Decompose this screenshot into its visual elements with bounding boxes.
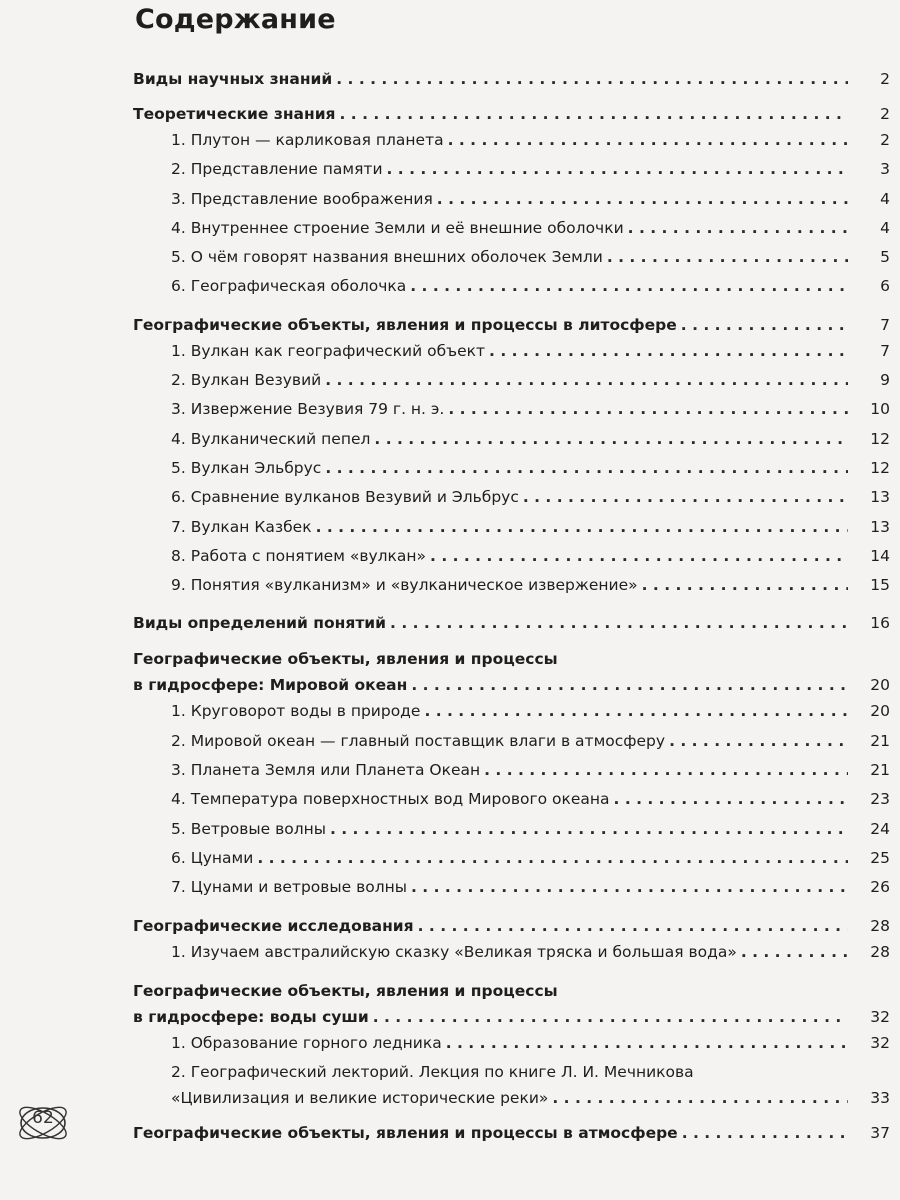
toc-entry-title: Географические исследования: [133, 916, 414, 935]
toc-item[interactable]: [133, 186, 890, 215]
toc-entry-title: 6. Сравнение вулканов Везувий и Эльбрус: [171, 488, 519, 507]
toc-section[interactable]: [133, 101, 890, 127]
toc-item[interactable]: [133, 127, 890, 156]
toc-item[interactable]: [133, 1059, 890, 1111]
toc-entry-title: 4. Вулканический пепел: [171, 429, 371, 448]
toc-page-number: 10: [870, 400, 890, 419]
dot-leader: [628, 215, 848, 241]
toc-entry-title: 2. Представление памяти: [171, 160, 383, 179]
toc-section[interactable]: [133, 66, 890, 92]
dot-leader: [681, 312, 848, 338]
toc-page-number: 2: [880, 105, 890, 123]
toc-entry-title: Виды определений понятий: [133, 614, 387, 633]
toc-page-number: 21: [870, 731, 890, 750]
toc-entry-title: 5. Ветровые волны: [171, 819, 326, 838]
toc-entry-title: 5. Вулкан Эльбрус: [171, 458, 322, 477]
toc-entry-title: 1. Круговорот воды в природе: [171, 702, 421, 721]
toc-item[interactable]: [133, 396, 890, 425]
dot-leader: [340, 101, 848, 127]
dot-leader: [373, 1004, 848, 1030]
toc-page-number: 24: [870, 819, 890, 838]
toc-item[interactable]: [133, 874, 890, 903]
dot-leader: [411, 874, 848, 900]
toc-item[interactable]: [133, 939, 890, 968]
toc-page-number: 14: [870, 546, 890, 565]
toc-entry-title: 3. Извержение Везувия 79 г. н. э.: [171, 400, 445, 419]
dot-leader: [410, 273, 848, 299]
toc-section[interactable]: [133, 1120, 890, 1146]
toc-item[interactable]: [133, 215, 890, 244]
toc-item[interactable]: [133, 426, 890, 455]
toc-item[interactable]: [133, 1030, 890, 1059]
toc-page-number: 26: [870, 878, 890, 897]
toc-item[interactable]: [133, 845, 890, 874]
dot-leader: [374, 426, 848, 452]
toc-page-number: 28: [870, 916, 890, 935]
toc-item[interactable]: [133, 786, 890, 815]
toc-page-number: 20: [870, 702, 890, 721]
toc-page-number: 32: [870, 1033, 890, 1052]
dot-leader: [257, 845, 848, 871]
toc-section[interactable]: [133, 978, 890, 1030]
toc-page-number: 13: [870, 488, 890, 507]
toc-entry-title: 1. Плутон — карликовая планета: [171, 131, 444, 149]
toc-item[interactable]: [133, 514, 890, 543]
dot-leader: [448, 396, 848, 422]
toc-page-number: 5: [880, 248, 890, 267]
toc-entry-title: 5. О чём говорят названия внешних оболочек Земли: [171, 248, 603, 267]
toc-entry-title-line1: Географические объекты, явления и процессы: [133, 650, 558, 669]
toc-item[interactable]: [133, 244, 890, 273]
toc-page-number: 32: [870, 1007, 890, 1026]
dot-leader: [316, 514, 848, 540]
dot-leader: [448, 127, 848, 153]
toc-entry-title: 3. Представление воображения: [171, 189, 433, 208]
toc-section[interactable]: [133, 646, 890, 698]
toc-item[interactable]: [133, 484, 890, 513]
toc-page-number: 4: [880, 218, 890, 237]
toc-page-number: 23: [870, 790, 890, 809]
toc-page-number: 16: [870, 614, 890, 633]
toc-page-number: 25: [870, 848, 890, 867]
toc-page-number: 13: [870, 517, 890, 536]
toc-entry-title-line1: 2. Географический лекторий. Лекция по книге Л. И. Мечникова: [171, 1063, 694, 1082]
dot-leader: [614, 786, 848, 812]
toc-entry-title: Географические объекты, явления и процессы в литосфере: [133, 315, 677, 334]
toc-entry-title: 9. Понятия «вулканизм» и «вулканическое извержение»: [171, 576, 638, 595]
toc-item[interactable]: [133, 455, 890, 484]
toc-page-number: 6: [880, 277, 890, 296]
dot-leader: [325, 455, 848, 481]
toc-entry-title: 8. Работа с понятием «вулкан»: [171, 546, 427, 565]
toc-entry-title: 7. Цунами и ветровые волны: [171, 878, 408, 897]
dot-leader: [642, 572, 848, 598]
toc-entry-title: Виды научных знаний: [133, 70, 333, 88]
toc-item[interactable]: [133, 543, 890, 572]
dot-leader: [682, 1120, 848, 1146]
toc-item[interactable]: [133, 273, 890, 302]
toc-section[interactable]: [133, 312, 890, 338]
dot-leader: [552, 1085, 848, 1111]
table-of-contents: [133, 66, 890, 1146]
toc-entry-title: в гидросфере: Мировой океан: [133, 676, 408, 695]
toc-entry-title: 1. Изучаем австралийскую сказку «Великая тряска и большая вода»: [171, 942, 737, 961]
toc-page-number: 7: [880, 315, 890, 334]
toc-entry-title: 7. Вулкан Казбек: [171, 517, 312, 536]
toc-entry-title: Географические объекты, явления и процессы в атмосфере: [133, 1124, 678, 1143]
toc-section[interactable]: [133, 913, 890, 939]
dot-leader: [523, 484, 848, 510]
toc-entry-title: 2. Мировой океан — главный поставщик влаги в атмосферу: [171, 731, 666, 750]
toc-item[interactable]: [133, 816, 890, 845]
toc-entry-title: 2. Вулкан Везувий: [171, 371, 322, 390]
dot-leader: [424, 698, 848, 724]
toc-item[interactable]: [133, 572, 890, 601]
toc-entry-title: «Цивилизация и великие исторические реки»: [171, 1089, 549, 1108]
toc-page-number: 37: [870, 1124, 890, 1143]
dot-leader: [484, 757, 848, 783]
dot-leader: [325, 367, 848, 393]
toc-page-number: 28: [870, 942, 890, 961]
toc-item[interactable]: [133, 698, 890, 727]
toc-page-number: 2: [880, 131, 890, 149]
toc-entry-title-line1: Географические объекты, явления и процессы: [133, 981, 558, 1000]
toc-item[interactable]: [133, 367, 890, 396]
toc-item[interactable]: [133, 728, 890, 757]
toc-page-number: 15: [870, 576, 890, 595]
dot-leader: [607, 244, 848, 270]
toc-page-number: 2: [880, 70, 890, 88]
toc-page-number: 4: [880, 189, 890, 208]
toc-entry-title: 3. Планета Земля или Планета Океан: [171, 761, 481, 780]
dot-leader: [446, 1030, 848, 1056]
dot-leader: [418, 913, 848, 939]
dot-leader: [669, 728, 848, 754]
dot-leader: [336, 66, 848, 92]
dot-leader: [387, 156, 848, 182]
toc-page-number: 9: [880, 371, 890, 390]
toc-page-number: 12: [870, 458, 890, 477]
toc-item[interactable]: [133, 757, 890, 786]
toc-entry-title: 6. Цунами: [171, 848, 254, 867]
toc-entry-title: 6. Географическая оболочка: [171, 277, 407, 296]
toc-entry-title: в гидросфере: воды суши: [133, 1007, 369, 1026]
dot-leader: [489, 338, 848, 364]
dot-leader: [390, 610, 848, 636]
toc-entry-title: 1. Образование горного ледника: [171, 1033, 442, 1052]
toc-entry-title: 4. Внутреннее строение Земли и её внешние оболочки: [171, 218, 624, 237]
page-number: 62: [32, 1108, 54, 1128]
toc-page-number: 21: [870, 761, 890, 780]
toc-page-number: 20: [870, 676, 890, 695]
toc-entry-title: Теоретические знания: [133, 105, 336, 123]
toc-page-number: 33: [870, 1089, 890, 1108]
toc-page-number: 7: [880, 341, 890, 360]
toc-entry-title: 1. Вулкан как географический объект: [171, 341, 486, 360]
page-title: Содержание: [135, 4, 336, 35]
toc-page-number: 12: [870, 429, 890, 448]
dot-leader: [430, 543, 848, 569]
toc-item[interactable]: [133, 338, 890, 367]
toc-page-number: 3: [880, 160, 890, 179]
dot-leader: [330, 816, 848, 842]
dot-leader: [741, 939, 848, 965]
dot-leader: [411, 672, 848, 698]
toc-item[interactable]: [133, 156, 890, 185]
page-number-badge: [22, 1104, 64, 1138]
toc-section[interactable]: [133, 610, 890, 636]
toc-entry-title: 4. Температура поверхностных вод Мирового океана: [171, 790, 610, 809]
dot-leader: [437, 186, 848, 212]
